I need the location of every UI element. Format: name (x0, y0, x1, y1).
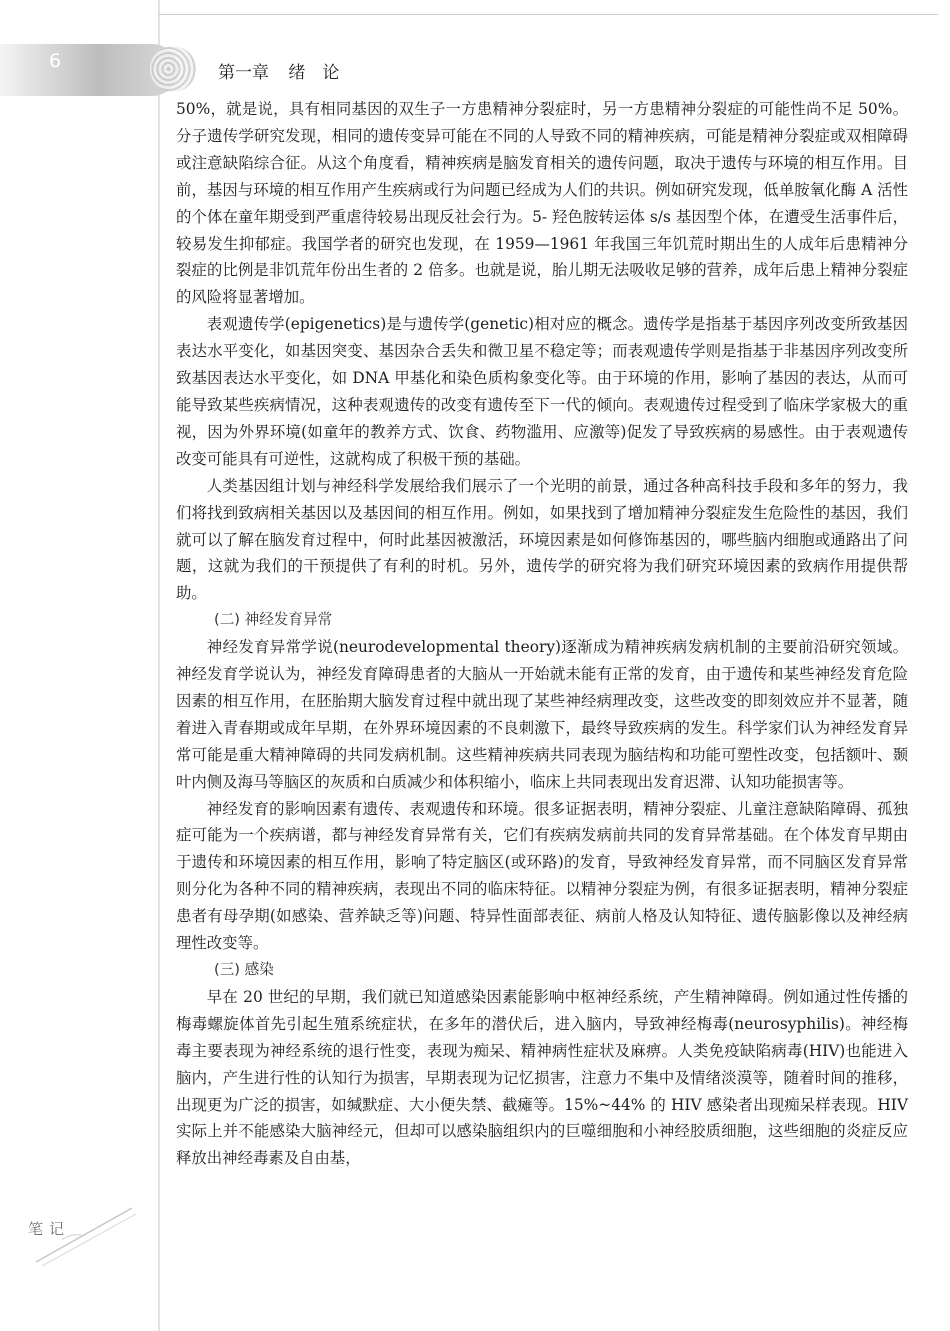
margin-rule (158, 0, 160, 1331)
paragraph-neurodevelopment-factors: 神经发育的影响因素有遗传、表观遗传和环境。很多证据表明，精神分裂症、儿童注意缺陷障碍、孤独症可能为一个疾病谱，都与神经发育异常有关，它们有疾病发病前共同的发育异常基础。在个体发育早期由于遗传和环境因素的相互作用，影响了特定脑区(或环路)的发育，导致神经发育异常，而不同脑区发育异常则分化为各种不同的精神疾病，表现出不同的临床特征。以精神分裂症为例，有很多证据表明，精神分裂症患者有母孕期(如感染、营养缺乏等)问题、特异性面部表征、病前人格及认知特征、遗传脑影像以及神经病理性改变等。 (176, 799, 908, 953)
chapter-number: 第一章 (218, 63, 269, 83)
top-rule (158, 14, 938, 15)
body-text (176, 96, 908, 1172)
paragraph-neurodevelopment-theory: 神经发育异常学说(neurodevelopmental theory)逐渐成为精神疾病发病机制的主要前沿研究领域。神经发育学说认为，神经发育障碍患者的大脑从一开始就未能有正常的发育，由于遗传和某些神经发育危险因素的相互作用，在胚胎期大脑发育过程中就出现了某些神经病理改变，这些改变的即刻效应并不显著，随着进入青春期或成年早期，在外界环境因素的不良刺激下，最终导致疾病的发生。科学家们认为神经发育异常可能是重大精神障碍的共同发病机制。这些精神疾病共同表现为脑结构和功能可塑性改变，包括额叶、颞叶内侧及海马等脑区的灰质和白质减少和体积缩小，临床上共同表现出发育迟滞、认知功能损害等。 (176, 638, 908, 791)
section-heading-neurodevelopment: (二) 神经发育异常 (214, 611, 333, 629)
paragraph-epigenetics: 表观遗传学(epigenetics)是与遗传学(genetic)相对应的概念。遗传学是指基于基因序列改变所致基因表达水平变化，如基因突变、基因杂合丢失和微卫星不稳定等；而表观遗传学则是指基于非基因序列改变所致基因表达水平变化，如 DNA 甲基化和染色质构象变化等。由于环境的作用，影响了基因的表达，从而可能导致某些疾病情况，这种表观遗传的改变有遗传至下一代的倾向。表观遗传过程受到了临床学家极大的重视，因为外界环境(如童年的教养方式、饮食、药物滥用、应激等)促发了导致疾病的易感性。由于表观遗传改变可能具有可逆性，这就构成了积极干预的基础。 (176, 315, 908, 468)
notes-label: 笔记 (28, 1220, 71, 1238)
paragraph-genome-project: 人类基因组计划与神经科学发展给我们展示了一个光明的前景，通过各种高科技手段和多年的努力，我们将找到致病相关基因以及基因间的相互作用。例如，如果找到了增加精神分裂症发生危险性的基因，我们就可以了解在脑发育过程中，何时此基因被激活，环境因素是如何修饰基因的，哪些脑内细胞或通路出了问题，这就为我们的干预提供了有利的时机。另外，遗传学的研究将为我们研究环境因素的致病作用提供帮助。 (176, 476, 908, 603)
page-number: 6 (48, 50, 62, 72)
running-head (218, 58, 353, 83)
paragraph-infection: 早在 20 世纪的早期，我们就已知道感染因素能影响中枢神经系统，产生精神障碍。例如通过性传播的梅毒螺旋体首先引起生殖系统症状，在多年的潜伏后，进入脑内，导致神经梅毒(neurosyphilis)。神经梅毒主要表现为神经系统的退行性变，表现为痴呆、精神病性症状及麻痹。人类免疫缺陷病毒(HIV)也能进入脑内，产生进行性的认知行为损害，早期表现为记忆损害，注意力不集中及情绪淡漠等，随着时间的推移，出现更为广泛的损害，如缄默症、大小便失禁、截瘫等。15%~44% 的 HIV 感染者出现痴呆样表现。HIV 实际上并不能感染大脑神经元，但却可以感染脑组织内的巨噬细胞和小神经胶质细胞，这些细胞的炎症反应释放出神经毒素及自由基， (176, 987, 908, 1168)
decorative-swirl-icon (150, 46, 196, 92)
section-heading-infection: (三) 感染 (214, 961, 274, 978)
paragraph-genetics-continued: 50%，就是说，具有相同基因的双生子一方患精神分裂症时，另一方患精神分裂症的可能性尚不足 50%。分子遗传学研究发现，相同的遗传变异可能在不同的人导致不同的精神疾病，可能是精神分裂症或双相障碍或注意缺陷综合征。从这个角度看，精神疾病是脑发育相关的遗传问题，取决于遗传与环境的相互作用。目前，基因与环境的相互作用产生疾病或行为问题已经成为人们的共识。例如研究发现，低单胺氧化酶 A 活性的个体在童年期受到严重虐待较易出现反社会行为。5- 羟色胺转运体 s/s 基因型个体，在遭受生活事件后，较易发生抑郁症。我国学者的研究也发现，在 1959—1961 年我国三年饥荒时期出生的人成年后患精神分裂症的比例是非饥荒年份出生者的 2 倍多。也就是说，胎儿期无法吸收足够的营养，成年后患上精神分裂症的风险将显著增加。 (176, 100, 908, 307)
chapter-title: 绪 论 (288, 63, 340, 83)
